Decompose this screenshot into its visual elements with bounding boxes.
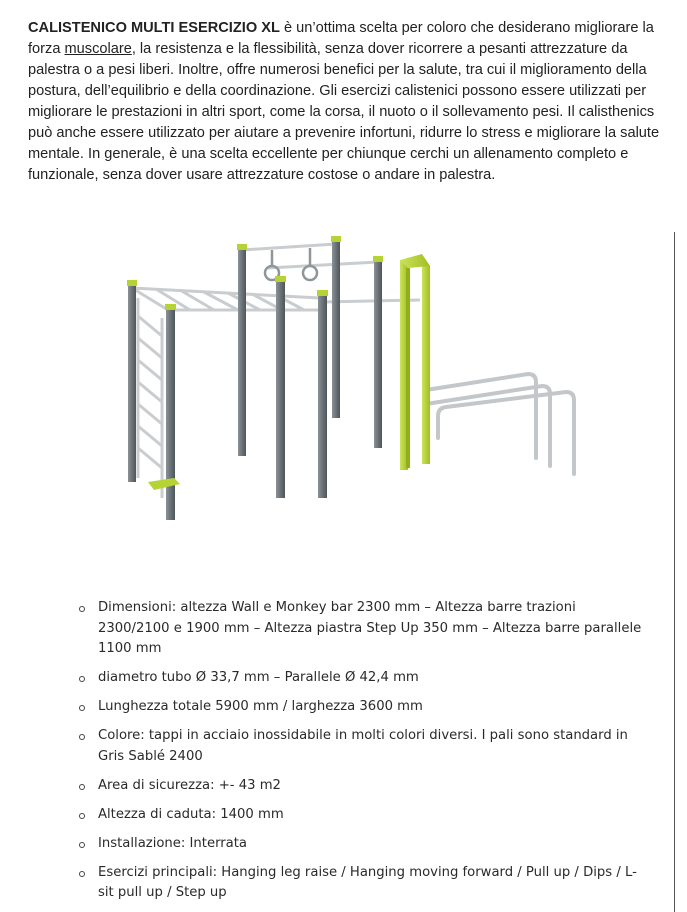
bullet-icon [79,842,85,848]
spec-item-exercises [70,863,650,904]
gymnastic-rings [265,248,317,280]
spec-text: Installazione: Interrata [98,835,248,851]
spec-text: Esercizi principali: Hanging leg raise / Hanging moving forward / Pull up / Dips / L-sit pull up / Step up [98,864,637,900]
intro-underlined-word: muscolare [64,41,132,57]
spec-item-fall-height [70,805,650,826]
spec-text: Lunghezza totale 5900 mm / larghezza 3600 mm [98,699,423,714]
spec-item-length-width [70,697,650,718]
spec-item-dimensions [70,598,650,660]
green-pull-up-frame [400,254,430,470]
right-edge-divider [674,232,675,912]
intro-text-part1: è un’ottima scelta per coloro che desiderano migliorare la forza [28,20,654,57]
spec-item-safety-area [70,776,650,797]
bullet-icon [79,734,85,740]
spec-text: diametro tubo Ø 33,7 mm – Parallele Ø 42,4 mm [98,670,419,685]
ladder-wall [138,298,162,498]
intro-text-part2: , la resistenza e la flessibilità, senza dover ricorrere a pesanti attrezzature da palestra o a pesi liberi. Inoltre, offre numerosi benefici per la salute, tra cui il miglioramento della postura, dell’equilibrio e della coordinazione. Gli esercizi calistenici possono essere utilizzati per migliorare le prestazioni in altri sport, come la corsa, il nuoto o il sollevamento pesi. Il calisthenics può anche essere utilizzato per aiutare a prevenire infortuni, ridurre lo stress e migliorare la salute mentale. In generale, è una scelta eccellente per chiunque cerchi un allenamento completo e funzionale, senza dover usare attrezzature costose o andare in palestra. [28,41,660,183]
bullet-icon [79,813,85,819]
spec-text: Dimensioni: altezza Wall e Monkey bar 2300 mm – Altezza barre trazioni 2300/2100 e 1900 mm – Altezza piastra Step Up 350 mm – Altezza barre parallele 1100 mm [98,600,642,656]
spec-item-color [70,726,650,767]
parallel-bars [426,374,574,474]
intro-paragraph [28,18,678,186]
post-caps [127,236,383,310]
support-posts [128,240,382,520]
bullet-icon [79,784,85,790]
bullet-icon [79,705,85,711]
step-up-plate [148,478,180,490]
spec-text: Altezza di caduta: 1400 mm [98,806,284,822]
spec-list [70,598,650,912]
bullet-icon [79,676,85,682]
spec-text: Area di sicurezza: +- 43 m2 [98,777,281,793]
bullet-icon [79,871,85,877]
product-name: CALISTENICO MULTI ESERCIZIO XL [28,20,280,36]
spec-item-installation [70,834,650,855]
product-illustration [110,228,610,538]
spec-item-tube-diameter [70,668,650,689]
bullet-icon [79,606,85,612]
spec-text: Colore: tappi in acciaio inossidabile in molti colori diversi. I pali sono standard in Gris Sablé 2400 [98,728,628,764]
